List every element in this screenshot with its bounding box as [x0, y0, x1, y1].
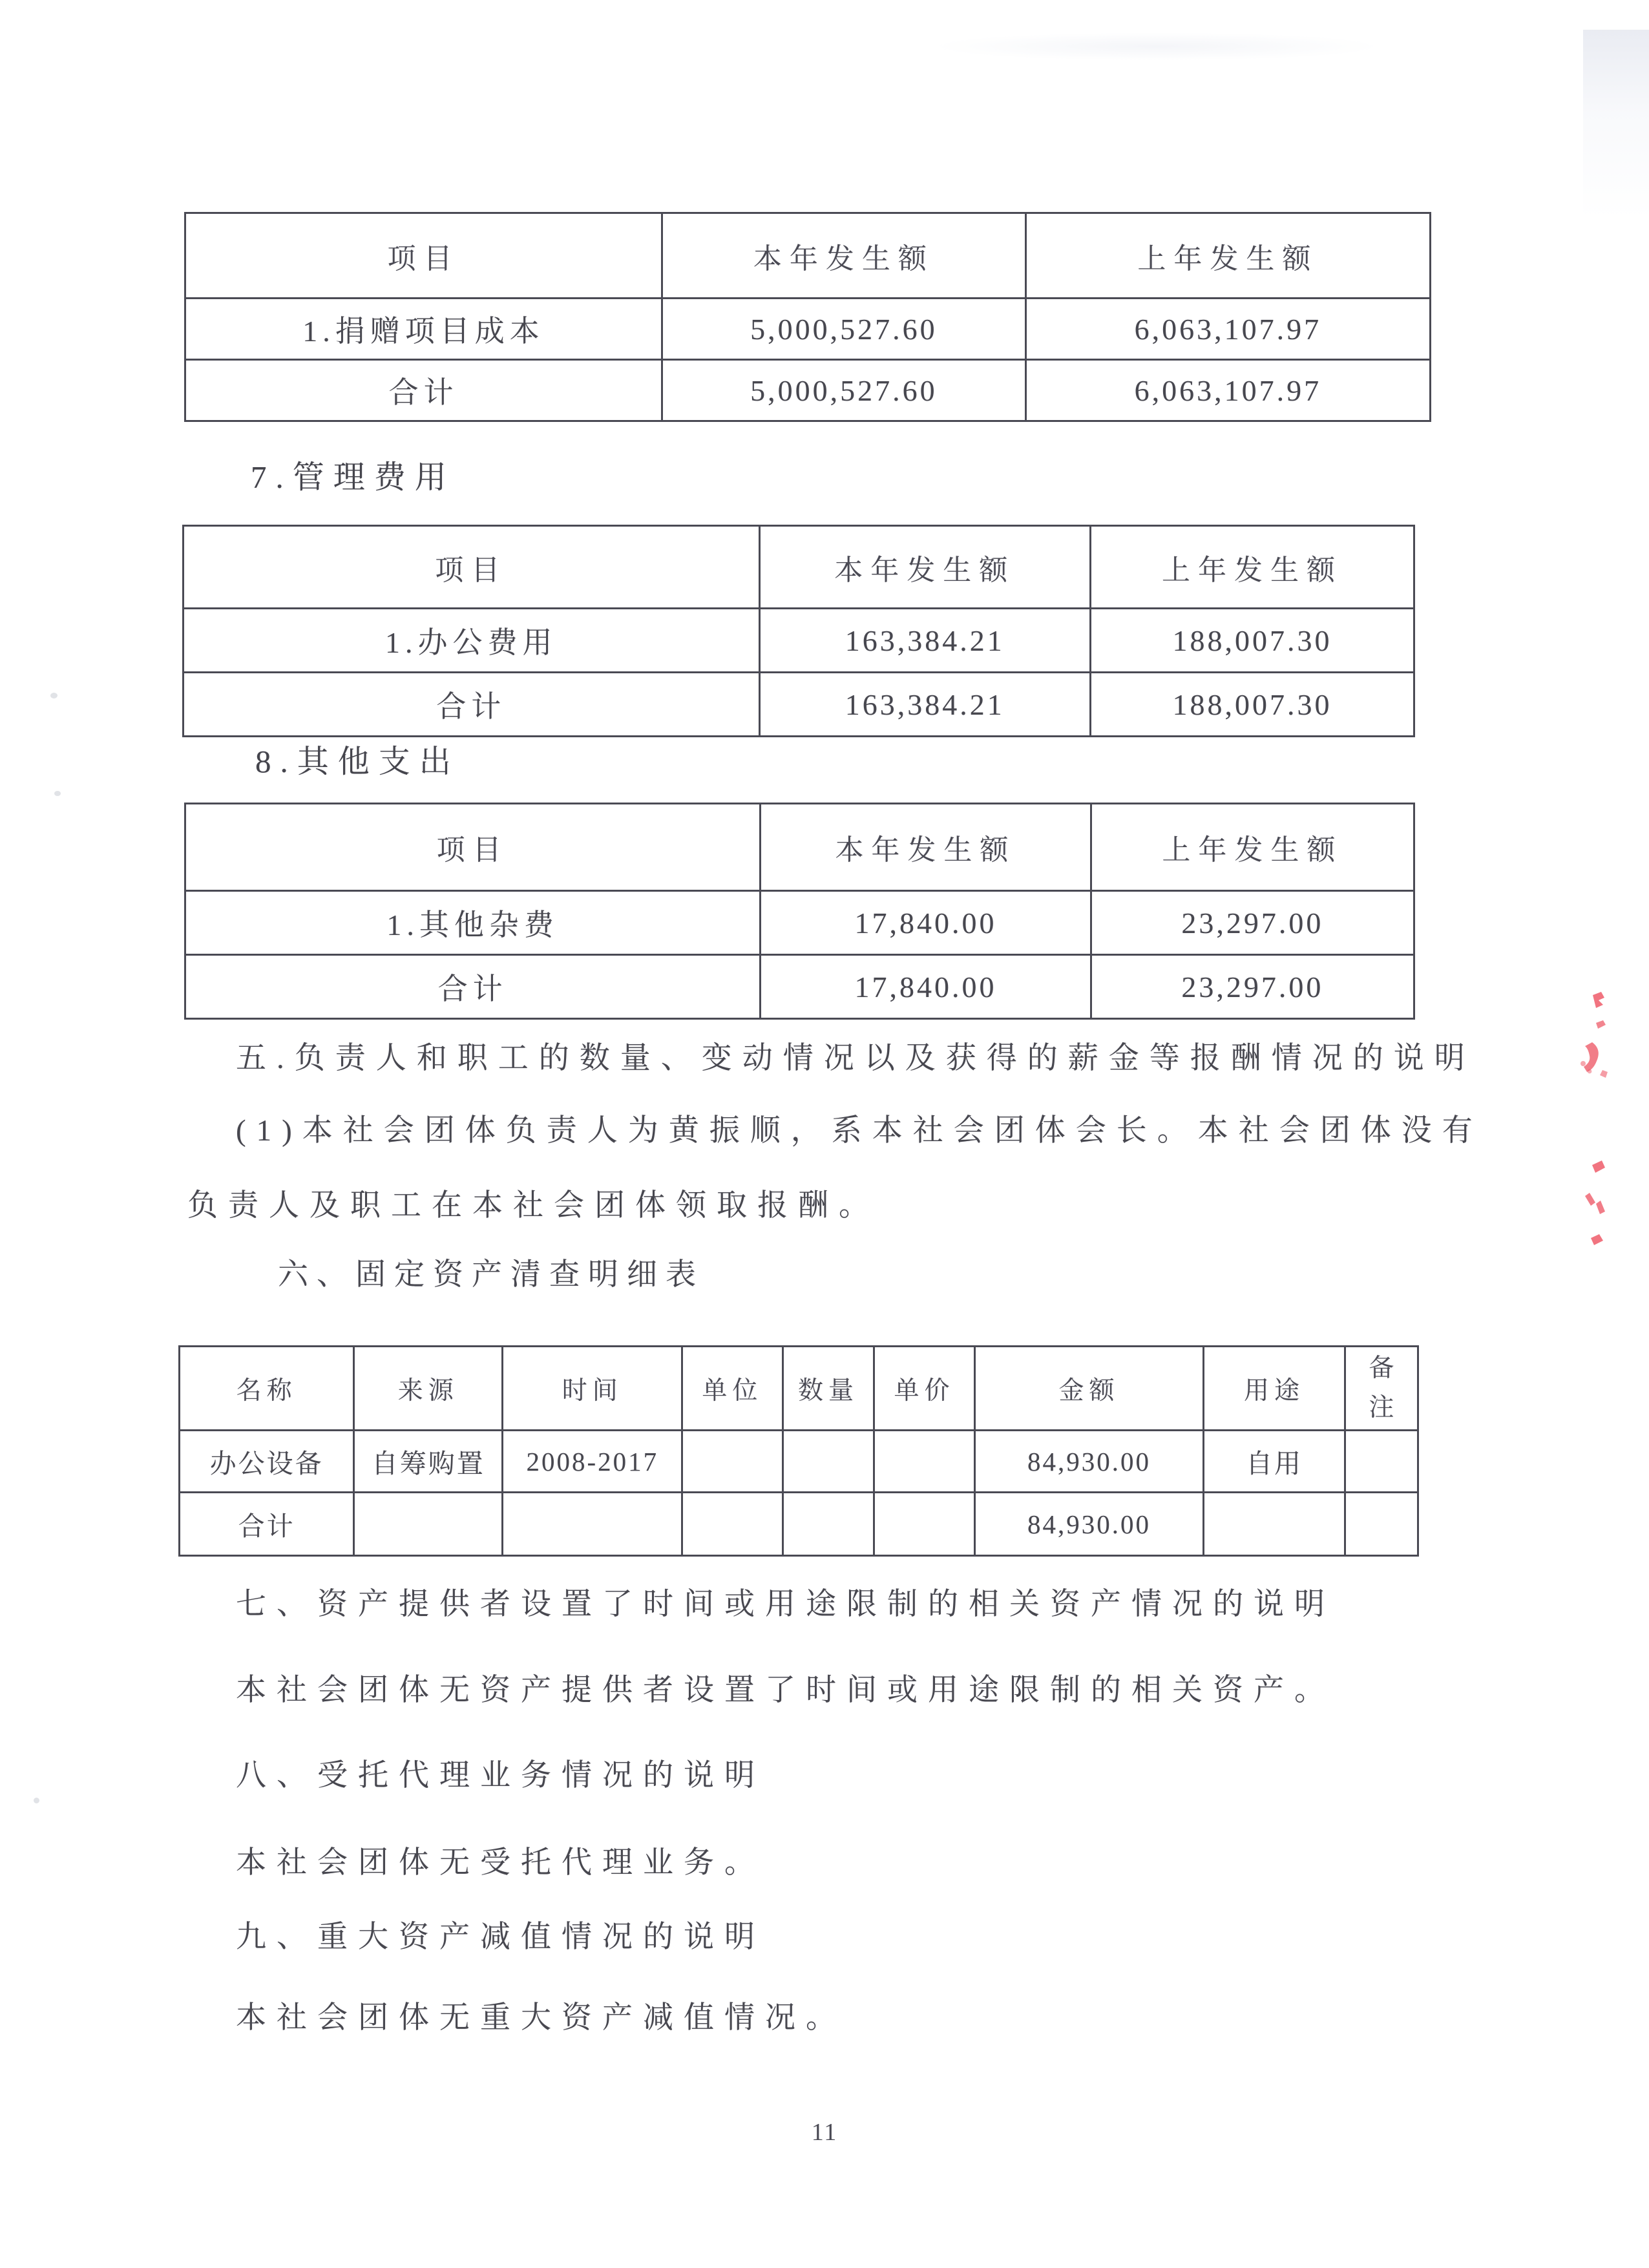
column-header: 项目 — [185, 804, 761, 891]
section-heading-admin-fee: 7.管理费用 — [251, 459, 456, 495]
table-cell: 163,384.21 — [759, 673, 1090, 737]
section-heading-staff: 五.负责人和职工的数量、变动情况以及获得的薪金等报酬情况的说明 — [236, 1042, 1475, 1075]
column-header: 时间 — [503, 1347, 682, 1431]
table-cell: 1.办公费用 — [184, 609, 760, 673]
impairment-body: 本社会团体无重大资产减值情况。 — [236, 2001, 846, 2035]
table-cell — [354, 1493, 503, 1556]
restricted-assets-body: 本社会团体无资产提供者设置了时间或用途限制的相关资产。 — [236, 1674, 1335, 1707]
table-cell — [874, 1431, 974, 1493]
column-header: 上年发生额 — [1025, 213, 1430, 299]
scan-speck — [34, 1798, 39, 1803]
table-cell — [1345, 1493, 1418, 1556]
table-cell: 5,000,527.60 — [662, 299, 1026, 360]
table-cell: 188,007.30 — [1090, 609, 1414, 673]
table-cell: 合计 — [180, 1493, 354, 1556]
table-cell — [782, 1431, 874, 1493]
table-cell: 163,384.21 — [759, 609, 1090, 673]
table-cell: 84,930.00 — [974, 1493, 1204, 1556]
column-header: 数量 — [782, 1347, 874, 1431]
scan-speck — [50, 693, 58, 698]
table-cell — [782, 1493, 874, 1556]
table-cell — [682, 1431, 782, 1493]
table-cell: 自用 — [1204, 1431, 1345, 1493]
table-cell: 1.捐赠项目成本 — [185, 299, 662, 360]
table-cell: 办公设备 — [180, 1431, 354, 1493]
table-row — [184, 673, 1414, 737]
section-heading-restricted-assets: 七、资产提供者设置了时间或用途限制的相关资产情况的说明 — [236, 1588, 1335, 1621]
section-heading-other-expense: 8.其他支出 — [255, 744, 460, 779]
column-header: 单价 — [874, 1347, 974, 1431]
column-header: 上年发生额 — [1090, 526, 1414, 609]
section-heading-fixed-assets: 六、固定资产清查明细表 — [278, 1258, 704, 1292]
table-cell: 自筹购置 — [354, 1431, 503, 1493]
table-row — [185, 299, 1431, 360]
table-cell: 23,297.00 — [1091, 955, 1414, 1019]
column-header: 名称 — [180, 1347, 354, 1431]
table-cell — [682, 1493, 782, 1556]
table-row — [185, 891, 1414, 955]
section-heading-agency-business: 八、受托代理业务情况的说明 — [236, 1759, 765, 1792]
table-row — [185, 955, 1414, 1019]
table-cell: 合计 — [185, 955, 761, 1019]
column-header: 项目 — [185, 213, 662, 299]
column-header — [1345, 1347, 1418, 1431]
table-cell — [503, 1493, 682, 1556]
table-row — [180, 1493, 1418, 1556]
table-cell: 17,840.00 — [761, 955, 1091, 1019]
column-header-remark: 备注 — [1369, 1354, 1394, 1422]
column-header: 本年发生额 — [759, 526, 1090, 609]
table-cell: 84,930.00 — [974, 1431, 1204, 1493]
admin-fee-table — [182, 525, 1415, 735]
table-cell — [874, 1493, 974, 1556]
column-header: 上年发生额 — [1091, 804, 1414, 891]
table-cell: 23,297.00 — [1091, 891, 1414, 955]
section-heading-impairment: 九、重大资产减值情况的说明 — [236, 1920, 765, 1954]
table-cell: 6,063,107.97 — [1025, 360, 1430, 421]
table-cell: 2008-2017 — [503, 1431, 682, 1493]
donation-cost-table — [184, 212, 1431, 420]
column-header: 用途 — [1204, 1347, 1345, 1431]
table-row — [184, 609, 1414, 673]
other-expense-table — [184, 803, 1415, 1018]
table-cell: 5,000,527.60 — [662, 360, 1026, 421]
agency-business-body: 本社会团体无受托代理业务。 — [236, 1846, 765, 1880]
table-cell: 188,007.30 — [1090, 673, 1414, 737]
staff-paragraph-line: (1)本社会团体负责人为黄振顺，系本社会团体会长。本社会团体没有 — [236, 1114, 1483, 1148]
staff-paragraph-line: 负责人及职工在本社会团体领取报酬。 — [187, 1189, 879, 1223]
column-header: 本年发生额 — [761, 804, 1091, 891]
column-header: 金额 — [974, 1347, 1204, 1431]
column-header: 来源 — [354, 1347, 503, 1431]
table-row — [185, 360, 1431, 421]
table-row — [180, 1431, 1418, 1493]
table-cell: 6,063,107.97 — [1025, 299, 1430, 360]
table-cell — [1345, 1431, 1418, 1493]
table-cell: 合计 — [185, 360, 662, 421]
column-header: 项目 — [184, 526, 760, 609]
scan-speck — [54, 791, 61, 796]
fixed-assets-table — [178, 1345, 1419, 1555]
column-header: 本年发生额 — [662, 213, 1026, 299]
table-cell: 1.其他杂费 — [185, 891, 761, 955]
column-header: 单位 — [682, 1347, 782, 1431]
table-cell: 合计 — [184, 673, 760, 737]
table-cell — [1204, 1493, 1345, 1556]
red-stamp-fragment — [1577, 987, 1615, 1252]
table-cell: 17,840.00 — [761, 891, 1091, 955]
scan-smudge-top — [930, 32, 1383, 61]
scan-smudge-top-right — [1583, 30, 1649, 218]
page-number: 11 — [811, 2119, 838, 2146]
